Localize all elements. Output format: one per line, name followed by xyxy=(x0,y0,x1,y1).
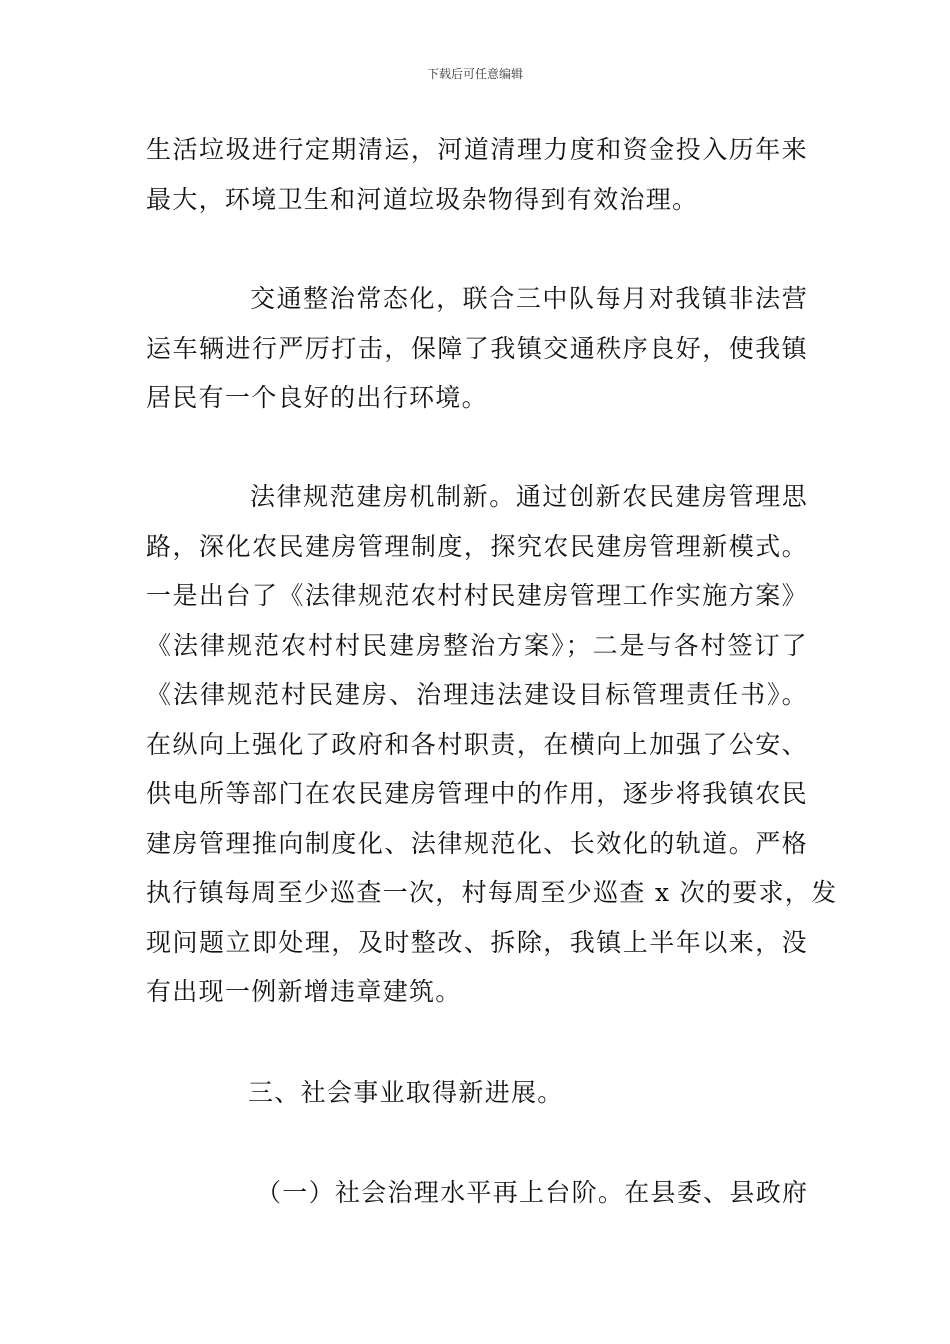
text-line: 居民有一个良好的出行环境。 xyxy=(146,383,488,412)
section-heading xyxy=(146,1068,808,1118)
paragraph-social-governance xyxy=(146,1168,808,1218)
text-line: 一是出台了《法律规范农村村民建房管理工作实施方案》 xyxy=(146,581,808,610)
text-line: 三、社会事业取得新进展。 xyxy=(248,1078,564,1107)
text-line: 在纵向上强化了政府和各村职责，在横向上加强了公安、 xyxy=(146,729,808,759)
text-line: （一）社会治理水平再上台阶。在县委、县政府 xyxy=(256,1178,809,1207)
text-line: 供电所等部门在农民建房管理中的作用，逐步将我镇农民 xyxy=(146,779,808,808)
text-line: 路，深化农民建房管理制度，探究农民建房管理新模式。 xyxy=(146,531,808,561)
text-line: 现问题立即处理，及时整改、拆除，我镇上半年以来，没 xyxy=(146,927,808,957)
text-line: 《法律规范农村村民建房整治方案》；二是与各村签订了 xyxy=(146,630,808,660)
text-line: 《法律规范村民建房、治理违法建设目标管理责任书》。 xyxy=(146,680,808,709)
text-line: 运车辆进行严厉打击，保障了我镇交通秩序良好，使我镇 xyxy=(146,333,808,363)
text-line: 有出现一例新增违章建筑。 xyxy=(146,977,462,1006)
text-line: 交通整治常态化，联合三中队每月对我镇非法营 xyxy=(250,284,808,313)
text-line: 执行镇每周至少巡查一次，村每周至少巡查 x 次的要求，发 xyxy=(146,878,838,907)
paragraph-traffic xyxy=(146,274,808,423)
paragraph-housing xyxy=(146,472,838,1017)
text-line: 最大，环境卫生和河道垃圾杂物得到有效治理。 xyxy=(146,184,699,214)
text-line: 建房管理推向制度化、法律规范化、长效化的轨道。严格 xyxy=(146,828,808,858)
paragraph-environment xyxy=(146,125,808,224)
text-line: 生活垃圾进行定期清运，河道清理力度和资金投入历年来 xyxy=(146,135,808,164)
text-line: 法律规范建房机制新。通过创新农民建房管理思 xyxy=(250,482,808,511)
page-header: 下载后可任意编辑 xyxy=(426,67,523,81)
